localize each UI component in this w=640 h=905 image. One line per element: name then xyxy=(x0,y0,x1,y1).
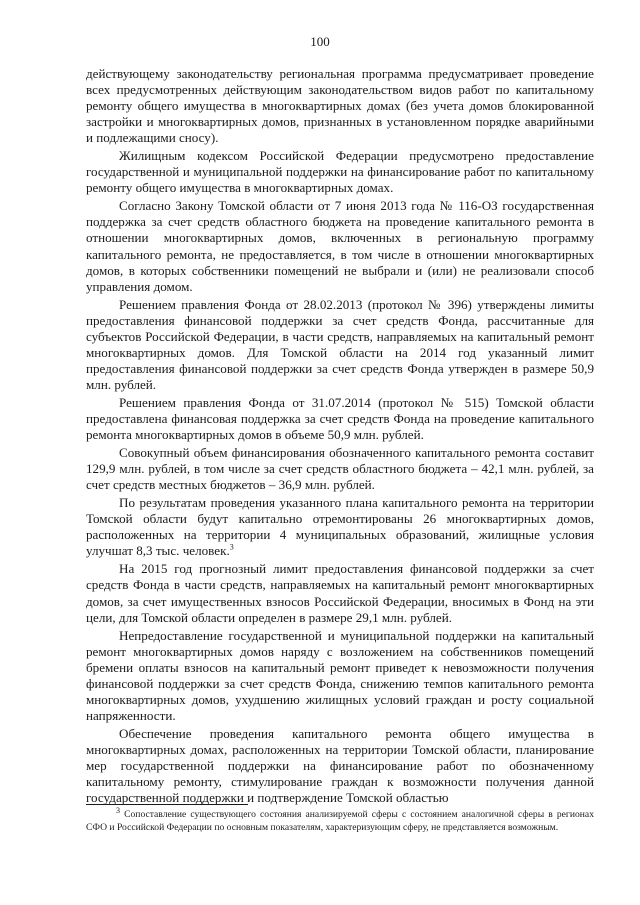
paragraph: Обеспечение проведения капитального ремонта общего имущества в многоквартирных домах, расположенных на территории Томской области, планирование мер государственной поддержки на финансирование работ по обозначенному капитальному ремонту, стимулирование граждан к возможности получения данной государственной поддержки и подтверждение Томской областью xyxy=(86,725,594,806)
paragraph: На 2015 год прогнозный лимит предоставления финансовой поддержки за счет средств Фонда в части средств, направляемых на капитальный ремонт многоквартирных домов, за счет имущественных взносов Российской Федерации, вносимых в Фонд на эти цели, для Томской области определен в размере 29,1 млн. рублей. xyxy=(86,561,594,625)
footnote-text: Сопоставление существующего состояния анализируемой сферы с состоянием аналогичной сферы в регионах СФО и Российской Федерации по основным показателям, характеризующим сферу, не представляется возможным. xyxy=(86,809,594,833)
body-text xyxy=(86,66,594,808)
paragraph: действующему законодательству региональная программа предусматривает проведение всех предусмотренных действующим законодательством видов работ по капитальному ремонту общего имущества в многоквартирных домах (без учета домов блокированной застройки и многоквартирных домов, признанных в установленном порядке аварийными и подлежащими сносу). xyxy=(86,66,594,146)
footnote-marker: 3 xyxy=(116,805,120,815)
paragraph-text: По результатам проведения указанного плана капитального ремонта на территории Томской области будут капитально отремонтированы 26 многоквартирных домов, расположенных на территории 4 муниципальных образований, жилищные условия улучшат 8,3 тыс. человек. xyxy=(86,495,594,559)
paragraph: Решением правления Фонда от 31.07.2014 (протокол № 515) Томской области предоставлена финансовая поддержка за счет средств Фонда на проведение капитального ремонта многоквартирных домов в объеме 50,9 млн. рублей. xyxy=(86,394,594,443)
paragraph: Непредоставление государственной и муниципальной поддержки на капитальный ремонт многоквартирных домов наряду с возложением на собственников помещений бремени оплаты взносов на капитальный ремонт приведет к невозможности получения финансовой поддержки за счет средств Фонда, снижению темпов капитального ремонта многоквартирных домов, ухудшению жилищных условий граждан и росту социальной напряженности. xyxy=(86,627,594,723)
footnote-separator xyxy=(86,804,248,805)
footnote-reference: 3 xyxy=(229,543,234,552)
paragraph: Жилищным кодексом Российской Федерации предусмотрено предоставление государственной и муниципальной поддержки на финансирование работ по капитальному ремонту общего имущества в многоквартирных домах. xyxy=(86,148,594,196)
footnote xyxy=(86,805,594,834)
paragraph: Совокупный объем финансирования обозначенного капитального ремонта составит 129,9 млн. рублей, в том числе за счет средств областного бюджета – 42,1 млн. рублей, за счет средств местных бюджетов – 36,9 млн. рублей. xyxy=(86,445,594,493)
paragraph: Решением правления Фонда от 28.02.2013 (протокол № 396) утверждены лимиты предоставления финансовой поддержки за счет средств Фонда, рассчитанные для субъектов Российской Федерации, в части средств, направляемых на капитальный ремонт многоквартирных домов. Для Томской области на 2014 год указанный лимит предоставления финансовой поддержки за счет средств Фонда утвержден в размере 50,9 млн. рублей. xyxy=(86,296,594,392)
paragraph-with-footnote-ref xyxy=(86,495,594,559)
paragraph: Согласно Закону Томской области от 7 июня 2013 года № 116-ОЗ государственная поддержка за счет средств областного бюджета на проведение капитального ремонта в отношении многоквартирных домов, включенных в региональную программу капитального ремонта, не предоставляется, в том числе в отношении многоквартирных домов, в которых собственники помещений не выбрали и (или) не реализовали способ управления домом. xyxy=(86,198,594,294)
page-number: 100 xyxy=(310,34,330,49)
